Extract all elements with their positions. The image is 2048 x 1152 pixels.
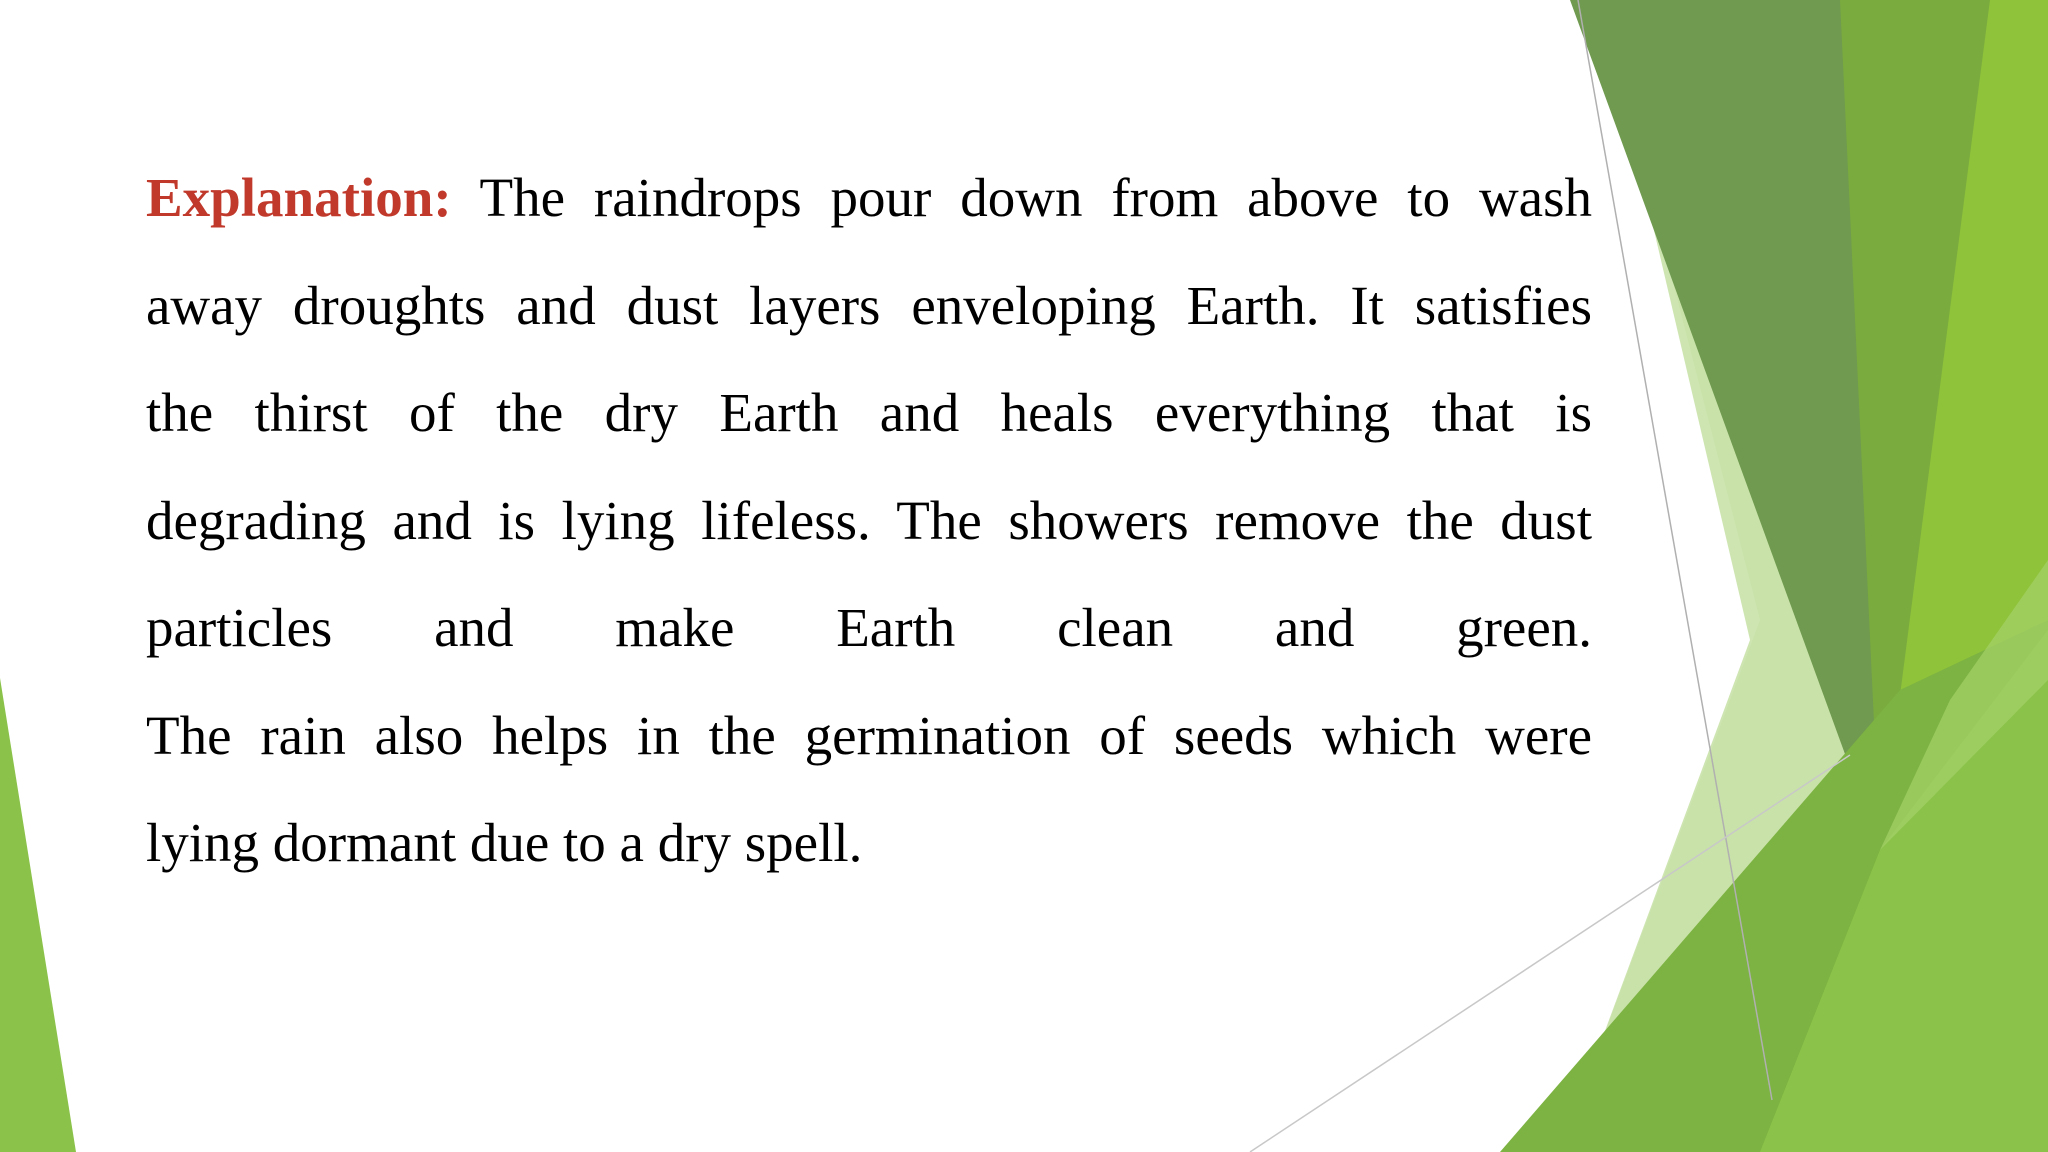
paragraph-line-5: particles and make Earth clean and green. <box>146 597 1592 658</box>
line-1-text: The raindrops pour down from above to wash <box>479 167 1592 228</box>
paragraph-line-6: The rain also helps in the germination of seeds which were <box>146 704 1592 766</box>
paragraph-line-1 <box>146 144 1592 252</box>
explanation-label: Explanation: <box>146 167 452 228</box>
paragraph-line-4: degrading and is lying lifeless. The showers remove the dust <box>146 489 1592 551</box>
paragraph-line-7: lying dormant due to a dry spell. <box>146 812 863 873</box>
explanation-paragraph <box>146 144 1592 897</box>
paragraph-line-2: away droughts and dust layers enveloping Earth. It satisfies <box>146 274 1592 336</box>
left-green-sliver <box>0 678 76 1152</box>
paragraph-line-3: the thirst of the dry Earth and heals everything that is <box>146 382 1592 443</box>
